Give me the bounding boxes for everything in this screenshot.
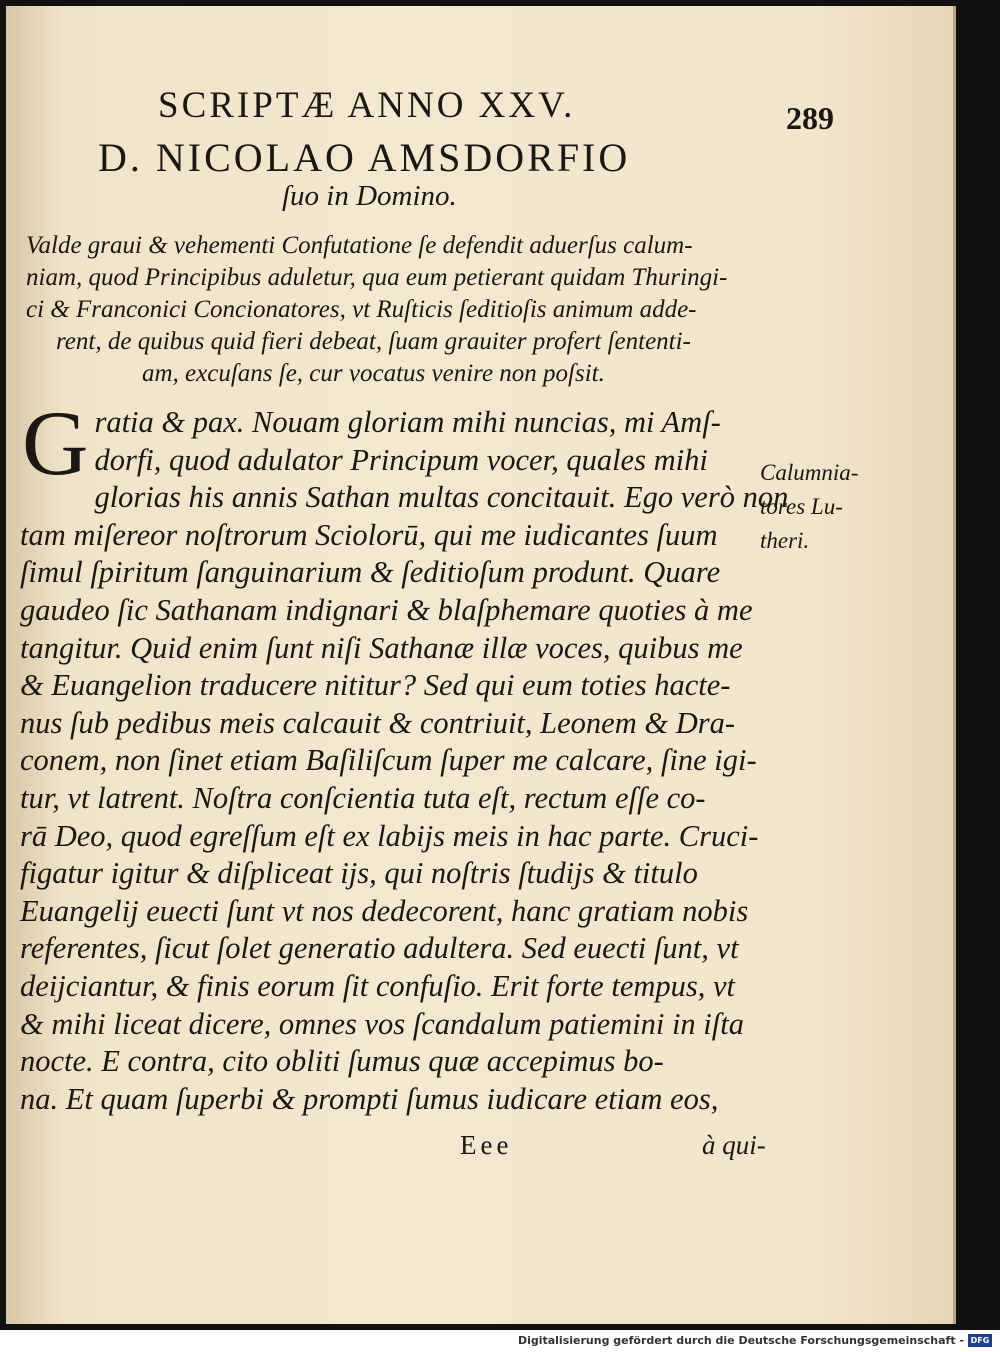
footer-bar [0,1330,1000,1352]
marginal-note [760,456,900,558]
body-line: figatur igitur & diſpliceat ijs, qui noſtris ſtudijs & titulo [20,856,698,891]
body-line: tangitur. Quid enim ſunt niſi Sathanæ illæ voces, quibus me [20,630,743,665]
funding-credit: Digitalisierung gefördert durch die Deutsche Forschungsgemeinschaft - [517,1334,964,1347]
argument-line: niam, quod Principibus aduletur, qua eum petierant quidam Thuringi- [26,264,728,291]
body-line: conem, non ſinet etiam Baſiliſcum ſuper me calcare, ſine igi- [20,743,757,778]
book-page [6,6,956,1324]
marginal-note-line: tores Lu- [760,494,843,519]
body-line: rā Deo, quod egreſſum eſt ex labijs meis in hac parte. Cruci- [20,818,759,853]
argument-summary [26,230,762,390]
body-line: & mihi liceat dicere, omnes vos ſcandalum patiemini in iſta [20,1006,744,1041]
running-head: SCRIPTÆ ANNO XXV. [158,85,576,126]
drop-cap: G [22,392,89,494]
body-line: & Euangelion traducere nititur? Sed qui eum toties hacte- [20,668,731,703]
dfg-logo: DFG [968,1334,992,1347]
body-line: gaudeo ſic Sathanam indignari & blaſphemare quoties à me [20,592,753,627]
signature-mark: Eee [460,1130,513,1160]
marginal-note-line: Calumnia- [760,460,859,485]
greeting-line: ſuo in Domino. [282,180,457,212]
body-line: tam miſereor noſtrorum Sciolorū, qui me iudicantes ſuum [20,517,718,552]
body-line: ſimul ſpiritum ſanguinarium & ſeditioſum produnt. Quare [20,555,721,590]
body-line: tur, vt latrent. Noſtra conſcientia tuta eſt, rectum eſſe co- [20,780,706,815]
body-line: nocte. E contra, cito obliti ſumus quæ accepimus bo- [20,1044,664,1079]
dedication-heading: D. NICOLAO AMSDORFIO [98,135,631,180]
marginal-note-line: theri. [760,528,810,553]
body-line: dorfi, quod adulator Principum vocer, quales mihi [94,442,708,477]
body-line: na. Et quam ſuperbi & prompti ſumus iudicare etiam eos, [20,1081,719,1116]
body-line: ratia & pax. Nouam gloriam mihi nuncias, mi Amſ- [94,405,721,439]
argument-line: ci & Franconici Concionatores, vt Ruſticis ſeditioſis animum adde- [26,296,697,323]
argument-line: Valde graui & vehementi Confutatione ſe defendit aduerſus calum- [26,232,693,259]
page-number: 289 [786,100,834,136]
page-edge [953,6,956,1324]
body-line: deijciantur, & finis eorum ſit confuſio. Erit forte tempus, vt [20,968,736,1003]
argument-line: am, excuſans ſe, cur vocatus venire non poſsit. [142,360,605,387]
body-line: glorias his annis Sathan multas concitauit. Ego verò non [94,480,789,515]
body-line: Euangelij euecti ſunt vt nos dedecorent, hanc gratiam nobis [20,893,749,928]
catchword: à qui- [702,1130,766,1160]
body-line: referentes, ſicut ſolet generatio adultera. Sed euecti ſunt, vt [20,931,739,966]
body-line: nus ſub pedibus meis calcauit & contriuit, Leonem & Dra- [20,705,735,740]
argument-line: rent, de quibus quid fieri debeat, ſuam grauiter profert ſententi- [56,328,691,355]
